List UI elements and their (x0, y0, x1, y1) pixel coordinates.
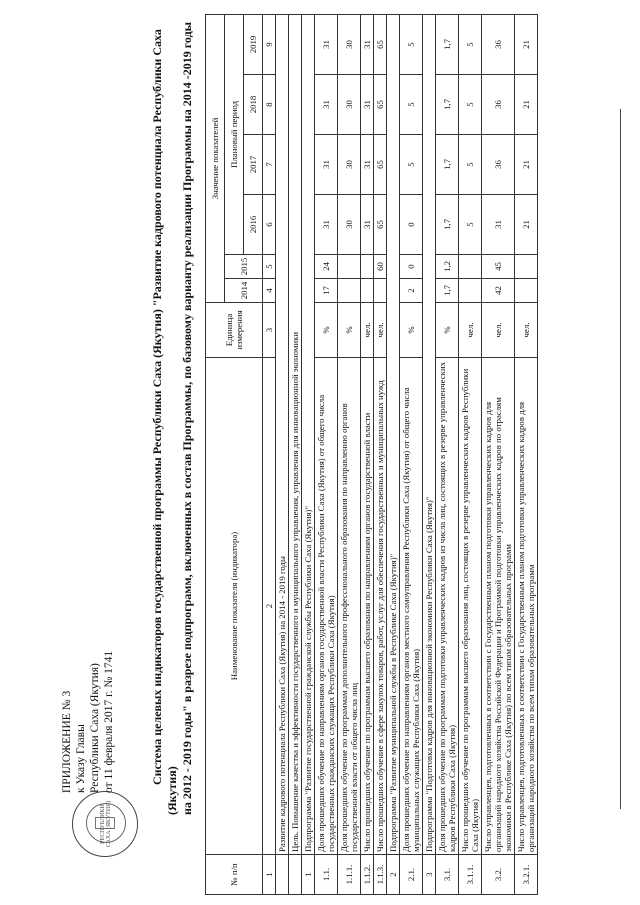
value-cell: 65 (374, 135, 387, 195)
value-cell: 42 (482, 279, 515, 303)
value-cell: 1,7 (436, 135, 459, 195)
indicator-name-cell: Число прошедших обучение в сфере закупок товаров, работ, услуг для обеспечения государственных и муниципальных нужд (374, 358, 387, 855)
section-title-cell: Развитие кадрового потенциала Республики Саха (Якутия) на 2014 - 2019 годы (276, 14, 289, 854)
indicator-name-cell: Число управленцев, подготовленных в соответствии с Государственным планом подготовки управленческих кадров для организаций народного хозяйства по всем типам образовательных программ (515, 358, 538, 855)
value-cell (361, 279, 374, 303)
unit-cell: чел. (482, 303, 515, 358)
row-number-cell: 3.1. (436, 855, 459, 895)
colnum-cell: 2 (263, 358, 276, 855)
column-number-row (263, 14, 276, 894)
row-number-cell: 1 (302, 855, 315, 895)
section-row (387, 14, 400, 894)
value-cell: 31 (361, 75, 374, 135)
indicator-name-cell: Доля прошедших обучение по программам подготовки управленческих кадров из числа лиц, состоящих в резерве управленческих кадров Республики Саха (Якутия) (436, 358, 459, 855)
indicator-name-cell: Число прошедших обучение по программам высшего образования по направлениям органов государственной власти (361, 358, 374, 855)
unit-cell: чел. (515, 303, 538, 358)
value-cell (338, 279, 361, 303)
unit-cell: % (338, 303, 361, 358)
value-cell: 30 (338, 75, 361, 135)
table-row (482, 14, 515, 894)
value-cell: 30 (338, 14, 361, 74)
value-cell: 36 (482, 75, 515, 135)
appendix-line-1: ПРИЛОЖЕНИЕ № 3 (61, 690, 73, 793)
value-cell: 31 (315, 135, 338, 195)
row-number-cell: 1.1.1. (338, 855, 361, 895)
value-cell: 30 (338, 135, 361, 195)
document-title (150, 0, 195, 815)
value-cell: 17 (315, 279, 338, 303)
value-cell: 5 (400, 135, 423, 195)
table-row (515, 14, 538, 894)
value-cell: 1,7 (436, 195, 459, 255)
table-row (400, 14, 423, 894)
value-cell: 45 (482, 255, 515, 279)
value-cell: 65 (374, 14, 387, 74)
section-title-cell: Цель. Повышение качества и эффективности государственного и муниципального управления, управления для инновационной экономики (289, 14, 302, 854)
table-row (436, 14, 459, 894)
value-cell: 5 (400, 75, 423, 135)
unit-cell: чел. (374, 303, 387, 358)
row-number-cell: 1.1.2. (361, 855, 374, 895)
value-cell: 0 (400, 255, 423, 279)
value-cell: 5 (400, 14, 423, 74)
value-cell: 60 (374, 255, 387, 279)
header-year: 2014 (225, 279, 263, 303)
value-cell (459, 279, 482, 303)
value-cell: 1,2 (436, 255, 459, 279)
colnum-cell: 3 (263, 303, 276, 358)
header-plan-period: Плановый период (225, 14, 244, 254)
footer-rule (620, 109, 621, 809)
row-number-cell: 3.2.1. (515, 855, 538, 895)
appendix-line-4: от 11 февраля 2017 г. № 1741 (103, 650, 115, 793)
value-cell: 30 (338, 195, 361, 255)
header-row-1 (206, 14, 225, 894)
section-row (276, 14, 289, 894)
section-title-cell: Подпрограмма "Развитие государственной гражданской службы Республики Саха (Якутия)" (302, 14, 315, 854)
header-values-group: Значение показателей (206, 14, 225, 302)
row-number-cell: 1.1. (315, 855, 338, 895)
value-cell: 5 (459, 135, 482, 195)
unit-cell: % (315, 303, 338, 358)
title-line-2: на 2012 - 2019 годы" в разрезе подпрограмм, включенных в состав Программы, по базовому варианту реализации Программы на 2014 -2019 годы (180, 21, 194, 815)
row-number-cell: 3 (423, 855, 436, 895)
table-row (315, 14, 338, 894)
row-number-cell (276, 855, 289, 895)
value-cell: 1,7 (436, 75, 459, 135)
table-row (459, 14, 482, 894)
colnum-cell: 9 (263, 14, 276, 74)
header-year: 2017 (244, 135, 263, 195)
value-cell: 5 (459, 14, 482, 74)
value-cell: 36 (482, 14, 515, 74)
indicator-name-cell: Доля прошедших обучение по направлениям органов государственной власти Республики Саха (Якутия) от общего числа государственных гражданских служащих Республики Саха (Якутия) (315, 358, 338, 855)
value-cell: 31 (361, 195, 374, 255)
header-year: 2018 (244, 75, 263, 135)
unit-cell: чел. (361, 303, 374, 358)
section-title-cell: Подпрограмма "Подготовка кадров для инновационной экономики Республики Саха (Якутия)" (423, 14, 436, 854)
value-cell: 5 (459, 195, 482, 255)
indicator-name-cell: Доля прошедших обучение по программам дополнительного профессионального образования по направлению органов государственной власти от общего числа лиц (338, 358, 361, 855)
value-cell (361, 255, 374, 279)
value-cell: 21 (515, 195, 538, 255)
row-number-cell (289, 855, 302, 895)
section-title-cell: Подпрограмма "Развитие муниципальной службы в Республике Саха (Якутия)" (387, 14, 400, 854)
value-cell: 21 (515, 14, 538, 74)
colnum-cell: 5 (263, 255, 276, 279)
row-number-cell: 2 (387, 855, 400, 895)
value-cell: 65 (374, 195, 387, 255)
unit-cell: % (400, 303, 423, 358)
section-row (289, 14, 302, 894)
value-cell: 1,7 (436, 14, 459, 74)
value-cell (515, 279, 538, 303)
section-row (302, 14, 315, 894)
row-number-cell: 1.1.3. (374, 855, 387, 895)
row-number-cell: 3.1.1. (459, 855, 482, 895)
value-cell: 65 (374, 75, 387, 135)
colnum-cell: 6 (263, 195, 276, 255)
table-row (361, 14, 374, 894)
value-cell: 31 (361, 14, 374, 74)
row-number-cell: 3.2. (482, 855, 515, 895)
colnum-cell: 4 (263, 279, 276, 303)
official-seal (72, 791, 138, 857)
appendix-line-2: к Указу Главы (75, 724, 87, 793)
colnum-cell: 8 (263, 75, 276, 135)
header-year: 2015 (225, 255, 263, 279)
indicator-name-cell: Число управленцев, подготовленных в соответствии с Государственным планом подготовки управленческих кадров для организаций народного хозяйства Российской Федерации и Программой подготовки управленческих кадров по отраслям экономики в Республике Саха (Якутия) по всем типам образовательных программ (482, 358, 515, 855)
value-cell (515, 255, 538, 279)
table-row (338, 14, 361, 894)
value-cell: 0 (400, 195, 423, 255)
value-cell: 21 (515, 75, 538, 135)
row-number-cell: 2.1. (400, 855, 423, 895)
value-cell (459, 255, 482, 279)
value-cell (374, 279, 387, 303)
appendix-line-3: Республики Саха (Якутия) (89, 663, 101, 793)
colnum-cell: 1 (263, 855, 276, 895)
unit-cell: чел. (459, 303, 482, 358)
table-row (374, 14, 387, 894)
unit-cell: % (436, 303, 459, 358)
value-cell: 24 (315, 255, 338, 279)
indicator-name-cell: Доля прошедших обучение по направлениям органов местного самоуправления Республики Саха (Якутия) от общего числа муниципальных служащих Республики Саха (Якутия) (400, 358, 423, 855)
header-unit: Единица измерения (206, 303, 263, 358)
section-row (423, 14, 436, 894)
value-cell: 31 (315, 14, 338, 74)
value-cell: 31 (361, 135, 374, 195)
colnum-cell: 7 (263, 135, 276, 195)
value-cell: 31 (315, 75, 338, 135)
seal-text: РЕСПУБЛИКИ САХА (ЯКУТИЯ) (100, 800, 112, 848)
value-cell: 2 (400, 279, 423, 303)
value-cell: 5 (459, 75, 482, 135)
indicators-table (205, 14, 538, 895)
value-cell: 21 (515, 135, 538, 195)
header-name: Наименование показателя (индикатора) (206, 358, 263, 855)
value-cell: 31 (482, 195, 515, 255)
title-line-1: Система целевых индикаторов государственной программы Республики Саха (Якутия) "Развитие кадрового потенциала Республики Саха (Якутия) (150, 29, 179, 815)
value-cell: 1,7 (436, 279, 459, 303)
header-year: 2016 (244, 195, 263, 255)
value-cell (338, 255, 361, 279)
table-body (276, 14, 538, 894)
header-num: № п/п (206, 855, 263, 895)
value-cell: 36 (482, 135, 515, 195)
value-cell: 31 (315, 195, 338, 255)
header-year: 2019 (244, 14, 263, 74)
appendix-header (60, 608, 116, 793)
indicator-name-cell: Число прошедших обучение по программам высшего образования лиц, состоящих в резерве управленческих кадров Республики Саха (Якутия) (459, 358, 482, 855)
